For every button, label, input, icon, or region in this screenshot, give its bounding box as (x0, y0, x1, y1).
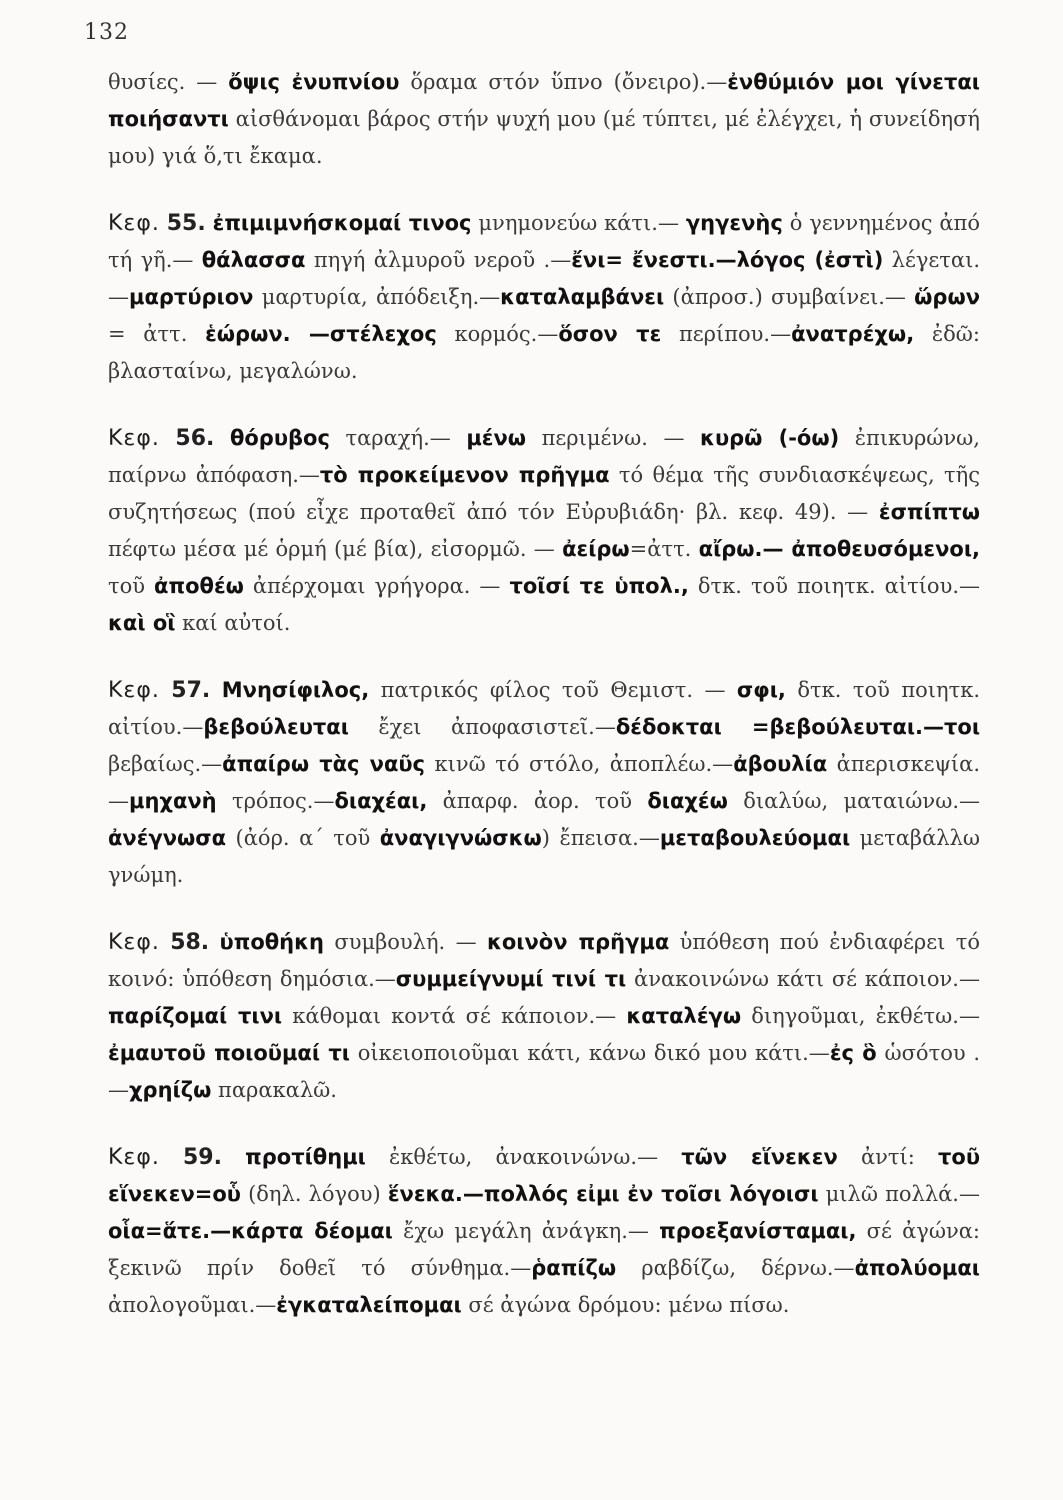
lemma-term: ἐγκαταλείπομαι (276, 1293, 462, 1317)
lemma-term: θάλασσα (201, 248, 306, 272)
gloss-text: ἀπέρχομαι γρήγορα. — (243, 574, 510, 598)
gloss-text: ἀνακοινώνω κάτι σέ κάποιον.— (626, 967, 980, 991)
gloss-text: περίπου.— (661, 322, 792, 346)
lemma-term: ἕνεκα.—πολλός εἰμι ἐν τοῖσι λόγοισι (387, 1182, 819, 1206)
lemma-term: οἷα=ἅτε.—κάρτα δέομαι (108, 1219, 393, 1243)
glossary-paragraph (108, 420, 980, 642)
lemma-term: ἀνέγνωσα (108, 826, 227, 850)
gloss-text: ὡσότου . — (108, 1041, 981, 1102)
text-body (108, 64, 980, 1354)
lemma-term: μένω (466, 426, 527, 450)
lemma-term: συμμείγνυμί τινί τι (395, 967, 627, 991)
lemma-term: χρηίζω (129, 1078, 212, 1102)
gloss-text: ἀντί: (837, 1145, 938, 1169)
gloss-text: ἔχει ἀποφασιστεῖ.— (348, 715, 616, 739)
gloss-text: καί αὐτοί. (175, 611, 291, 635)
lemma-term: ὥρων (914, 285, 980, 309)
gloss-text: =ἀττ. (629, 537, 699, 561)
gloss-text: ἐπικυρώνω, παίρνω ἀπόφαση.— (108, 426, 980, 487)
lemma-term: κυρῶ (-όω) (700, 426, 840, 450)
lemma-term: Μνησίφιλος, (221, 678, 370, 702)
gloss-text: πατρικός φίλος τοῦ Θεμιστ. — (369, 678, 737, 702)
lemma-term: τῶν εἵνεκεν (681, 1145, 838, 1169)
gloss-text: ὅραμα στόν ὕπνο (ὄνειρο).— (399, 70, 728, 94)
lemma-term: ἀβουλία (733, 752, 828, 776)
gloss-text: ἐδῶ: βλασταίνω, μεγαλώνω. (108, 322, 980, 383)
gloss-text: (δηλ. λόγου) (240, 1182, 388, 1206)
gloss-text: ὑπόθεση πού ἐνδιαφέρει τό κοινό: ὑπόθεση δημόσια.— (108, 930, 980, 991)
chapter-label: Κεφ. (108, 1145, 160, 1170)
gloss-text: τρόπος.— (216, 789, 335, 813)
lemma-term: παρίζομαί τινι (108, 1004, 283, 1028)
gloss-text: ἔχω μεγάλη ἀνάγκη.— (392, 1219, 660, 1243)
gloss-text: πέφτω μέσα μέ ὁρμή (μέ βία), εἰσορμῶ. — (108, 537, 563, 561)
lemma-term: ἐπιμιμνήσκομαί τινος (212, 211, 472, 235)
gloss-text: ταραχή.— (329, 426, 467, 450)
gloss-text: κάθομαι κοντά σέ κάποιον.— (282, 1004, 627, 1028)
gloss-text: συμβουλή. — (324, 930, 487, 954)
gloss-text: ἀπερισκεψία.— (108, 752, 981, 813)
lemma-term: καὶ οἳ (108, 611, 176, 635)
lemma-term: προεξανίσταμαι, (659, 1219, 857, 1243)
chapter-number: 55. (166, 211, 206, 236)
lemma-term: σφι, (736, 678, 786, 702)
lemma-term: τὸ προκείμενον πρῆγμα (319, 463, 610, 487)
lemma-term: καταλέγω (626, 1004, 742, 1028)
lemma-term: γηγενὴς (685, 211, 783, 235)
gloss-text: δτκ. τοῦ ποιητκ. αἰτίου.— (688, 574, 981, 598)
lemma-term: ὑποθήκη (219, 930, 324, 954)
lemma-term: ἔνι= ἔνεστι.—λόγος (ἐστὶ) (571, 248, 884, 272)
lemma-term: ὄψις ἐνυπνίου (228, 70, 400, 94)
gloss-text: ἀπαρφ. ἀορ. τοῦ (427, 789, 648, 813)
lemma-term: μεταβουλεύομαι (659, 826, 851, 850)
lemma-term: τοῦ εἵνεκεν=οὗ (108, 1145, 980, 1206)
gloss-text: διαλύω, ματαιώνω.— (727, 789, 980, 813)
lemma-term: ῥαπίζω (531, 1256, 617, 1280)
lemma-term: προτίθημι (245, 1145, 366, 1169)
gloss-text: σέ ἀγώνα δρόμου: μένω πίσω. (461, 1293, 790, 1317)
gloss-text: ἀπολογοῦμαι.— (108, 1293, 277, 1317)
lemma-term: ἐς ὃ (829, 1041, 877, 1065)
gloss-text: παρακαλῶ. (211, 1078, 337, 1102)
glossary-paragraph (108, 1139, 980, 1324)
lemma-term: ἐνθύμιόν μοι γίνεται ποιήσαντι (108, 70, 980, 131)
chapter-number: 58. (170, 930, 210, 955)
lemma-term: ἀποθέω (154, 574, 244, 598)
gloss-text: αἰσθάνομαι βάρος στήν ψυχή μου (μέ τύπτει, μέ ἐλέγχει, ἡ συνείδησή μου) γιά ὅ,τι ἔκαμα. (108, 107, 980, 168)
gloss-text: μιλῶ πολλά.— (818, 1182, 980, 1206)
lemma-term: δέδοκται =βεβούλευται.—τοι (615, 715, 980, 739)
lemma-term: θόρυβος (229, 426, 330, 450)
gloss-text: = ἀττ. (108, 322, 206, 346)
lemma-term: ὅσον τε (558, 322, 662, 346)
lemma-term: κοινὸν πρῆγμα (486, 930, 670, 954)
lemma-term: βεβούλευται (203, 715, 349, 739)
lemma-term: ἀπολύομαι (854, 1256, 980, 1280)
lemma-term: καταλαμβάνει (500, 285, 665, 309)
gloss-text: μεταβάλλω γνώμη. (108, 826, 980, 887)
gloss-text: τοῦ (108, 574, 155, 598)
page-number: 132 (84, 20, 129, 45)
chapter-label: Κεφ. (108, 930, 160, 955)
gloss-text: τό θέμα τῆς συνδιασκέψεως, τῆς συζητήσεως (πού εἶχε προταθεῖ ἀπό τόν Εὐρυβιάδη· βλ. κεφ. 49). — (108, 463, 980, 524)
gloss-text: ἐκθέτω, ἀνακοινώνω.— (365, 1145, 682, 1169)
gloss-text: σέ ἀγώνα: ξεκινῶ πρίν δοθεῖ τό σύνθημα.— (108, 1219, 980, 1280)
lemma-term: ἀναγιγνώσκω (379, 826, 542, 850)
gloss-text: ὁ γεννημένος ἀπό τή γῆ.— (108, 211, 981, 272)
gloss-text: ) ἔπεισα.— (541, 826, 660, 850)
gloss-text: βεβαίως.— (108, 752, 223, 776)
lemma-term: ἀείρω (562, 537, 630, 561)
glossary-paragraph (108, 64, 980, 175)
gloss-text: περιμένω. — (526, 426, 701, 450)
gloss-text: ραβδίζω, δέρνω.— (616, 1256, 855, 1280)
chapter-label: Κεφ. (108, 678, 160, 703)
chapter-label: Κεφ. (108, 211, 160, 236)
gloss-text: κινῶ τό στόλο, ἀποπλέω.— (425, 752, 734, 776)
gloss-text: κορμός.— (436, 322, 559, 346)
chapter-label: Κεφ. (108, 426, 160, 451)
gloss-text: θυσίες. — (108, 70, 229, 94)
gloss-text: μαρτυρία, ἀπόδειξη.— (253, 285, 501, 309)
chapter-number: 56. (175, 426, 215, 451)
gloss-text: διηγοῦμαι, ἐκθέτω.— (741, 1004, 980, 1028)
gloss-text: (ἀπροσ.) συμβαίνει.— (664, 285, 915, 309)
gloss-text: δτκ. τοῦ ποιητκ. αἰτίου.— (108, 678, 981, 739)
lemma-term: ἐμαυτοῦ ποιοῦμαί τι (108, 1041, 350, 1065)
lemma-term: ἑώρων. —στέλεχος (205, 322, 437, 346)
gloss-text: πηγή ἀλμυροῦ νεροῦ .— (305, 248, 572, 272)
glossary-paragraph (108, 205, 980, 390)
glossary-paragraph (108, 672, 980, 894)
lemma-term: αἴρω.— ἀποθευσόμενοι, (698, 537, 980, 561)
gloss-text: (ἀόρ. α΄ τοῦ (226, 826, 380, 850)
lemma-term: διαχέω (647, 789, 728, 813)
lemma-term: ἐσπίπτω (878, 500, 980, 524)
lemma-term: τοῖσί τε ὑπολ., (509, 574, 689, 598)
lemma-term: διαχέαι, (334, 789, 428, 813)
chapter-number: 57. (171, 678, 211, 703)
lemma-term: μαρτύριον (129, 285, 254, 309)
lemma-term: ἀπαίρω τὰς ναῦς (222, 752, 425, 776)
lemma-term: μηχανὴ (129, 789, 217, 813)
glossary-paragraph (108, 924, 980, 1109)
gloss-text: μνημονεύω κάτι.— (471, 211, 686, 235)
lemma-term: ἀνατρέχω, (791, 322, 915, 346)
gloss-text: λέγεται.— (108, 248, 981, 309)
chapter-number: 59. (183, 1145, 222, 1170)
gloss-text: οἰκειοποιοῦμαι κάτι, κάνω δικό μου κάτι.— (349, 1041, 830, 1065)
